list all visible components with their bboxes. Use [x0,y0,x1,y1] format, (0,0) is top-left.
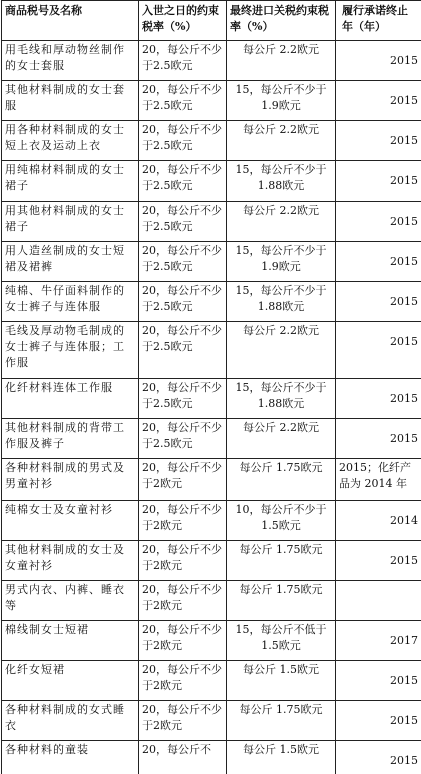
final-rate-cell: 每公斤 2.2欧元 [227,121,336,161]
product-name-cell: 其他材料制成的女士及女童衬衫 [2,541,139,581]
final-rate-cell: 每公斤 1.5欧元 [227,741,336,774]
product-name-cell: 男式内衣、内裤、睡衣等 [2,581,139,621]
year-cell [336,581,421,621]
year-cell: 2015 [336,242,421,282]
initial-rate-cell: 20，每公斤不少于2.5欧元 [139,41,227,81]
year-cell: 2015 [336,121,421,161]
initial-rate-cell: 20，每公斤不少于2.5欧元 [139,242,227,282]
product-name-cell: 纯棉女士及女童衬衫 [2,501,139,541]
product-name-cell: 用各种材料制成的女士短上衣及运动上衣 [2,121,139,161]
product-name-cell: 用其他材料制成的女士裙子 [2,202,139,242]
header-completion-year: 履行承诺终止年（年） [336,1,421,41]
initial-rate-cell: 20，每公斤不少于2.5欧元 [139,379,227,419]
final-rate-cell: 每公斤 1.75欧元 [227,459,336,501]
product-name-cell: 各种材料制成的女式睡衣 [2,701,139,741]
header-product-name: 商品税号及名称 [2,1,139,41]
year-cell: 2015 [336,379,421,419]
table-row [2,661,421,701]
year-cell: 2015；化纤产品为 2014 年 [336,459,421,501]
product-name-cell: 其他材料制成的背带工作服及裤子 [2,419,139,459]
final-rate-cell: 15，每公斤不少于1.88欧元 [227,161,336,202]
initial-rate-cell: 20，每公斤不少于2欧元 [139,541,227,581]
initial-rate-cell: 20，每公斤不少于2.5欧元 [139,322,227,379]
final-rate-cell: 每公斤 2.2欧元 [227,322,336,379]
final-rate-cell: 每公斤 2.2欧元 [227,202,336,242]
table-row [2,741,421,774]
initial-rate-cell: 20，每公斤不 [139,741,227,774]
header-final-rate: 最终进口关税约束税率（%） [227,1,336,41]
year-cell: 2015 [336,661,421,701]
table-row [2,459,421,501]
product-name-cell: 用人造丝制成的女士短裙及裙裤 [2,242,139,282]
table-row [2,282,421,322]
initial-rate-cell: 20，每公斤不少于2.5欧元 [139,81,227,121]
initial-rate-cell: 20，每公斤不少于2欧元 [139,621,227,661]
table-row [2,41,421,81]
table-row [2,501,421,541]
year-cell: 2015 [336,419,421,459]
year-cell: 2015 [336,322,421,379]
final-rate-cell: 每公斤 1.75欧元 [227,581,336,621]
initial-rate-cell: 20，每公斤不少于2.5欧元 [139,161,227,202]
product-name-cell: 其他材料制成的女士套服 [2,81,139,121]
table-row [2,121,421,161]
final-rate-cell: 15，每公斤不少于1.88欧元 [227,379,336,419]
initial-rate-cell: 20，每公斤不少于2欧元 [139,501,227,541]
final-rate-cell: 15，每公斤不少于1.9欧元 [227,81,336,121]
tariff-table [1,0,421,774]
year-cell: 2015 [336,282,421,322]
product-name-cell: 用毛线和厚动物丝制作的女士套服 [2,41,139,81]
table-header-row [2,1,421,41]
product-name-cell: 各种材料的童装 [2,741,139,774]
year-cell: 2015 [336,701,421,741]
initial-rate-cell: 20，每公斤不少于2.5欧元 [139,202,227,242]
product-name-cell: 化纤材料连体工作服 [2,379,139,419]
final-rate-cell: 10，每公斤不少于1.5欧元 [227,501,336,541]
year-cell: 2015 [336,202,421,242]
table-row [2,581,421,621]
table-row [2,322,421,379]
initial-rate-cell: 20，每公斤不少于2欧元 [139,581,227,621]
table-row [2,81,421,121]
initial-rate-cell: 20，每公斤不少于2欧元 [139,661,227,701]
table-row [2,161,421,202]
product-name-cell: 毛线及厚动物毛制成的女士裤子与连体服；工作服 [2,322,139,379]
final-rate-cell: 15，每公斤不低于1.5欧元 [227,621,336,661]
product-name-cell: 化纤女短裙 [2,661,139,701]
final-rate-cell: 每公斤 2.2欧元 [227,41,336,81]
year-cell: 2014 [336,501,421,541]
initial-rate-cell: 20，每公斤不少于2.5欧元 [139,419,227,459]
final-rate-cell: 每公斤 1.75欧元 [227,701,336,741]
table-row [2,541,421,581]
final-rate-cell: 每公斤 1.5欧元 [227,661,336,701]
year-cell: 2015 [336,41,421,81]
initial-rate-cell: 20，每公斤不少于2.5欧元 [139,282,227,322]
table-row [2,621,421,661]
table-row [2,419,421,459]
year-cell: 2015 [336,541,421,581]
product-name-cell: 各种材料制成的男式及男童衬衫 [2,459,139,501]
table-row [2,701,421,741]
year-cell: 2017 [336,621,421,661]
final-rate-cell: 15，每公斤不少于1.88欧元 [227,282,336,322]
final-rate-cell: 每公斤 1.75欧元 [227,541,336,581]
product-name-cell: 用纯棉材料制成的女士裙子 [2,161,139,202]
final-rate-cell: 每公斤 2.2欧元 [227,419,336,459]
table-row [2,242,421,282]
year-cell: 2015 [336,81,421,121]
product-name-cell: 纯棉、牛仔面料制作的女士裤子与连体服 [2,282,139,322]
year-cell: 2015 [336,161,421,202]
initial-rate-cell: 20，每公斤不少于2.5欧元 [139,121,227,161]
initial-rate-cell: 20，每公斤不少于2欧元 [139,459,227,501]
initial-rate-cell: 20，每公斤不少于2欧元 [139,701,227,741]
year-cell: 2015 [336,741,421,774]
product-name-cell: 棉线制女士短裙 [2,621,139,661]
table-row [2,202,421,242]
table-row [2,379,421,419]
header-initial-rate: 入世之日的约束税率（%） [139,1,227,41]
final-rate-cell: 15，每公斤不少于1.9欧元 [227,242,336,282]
